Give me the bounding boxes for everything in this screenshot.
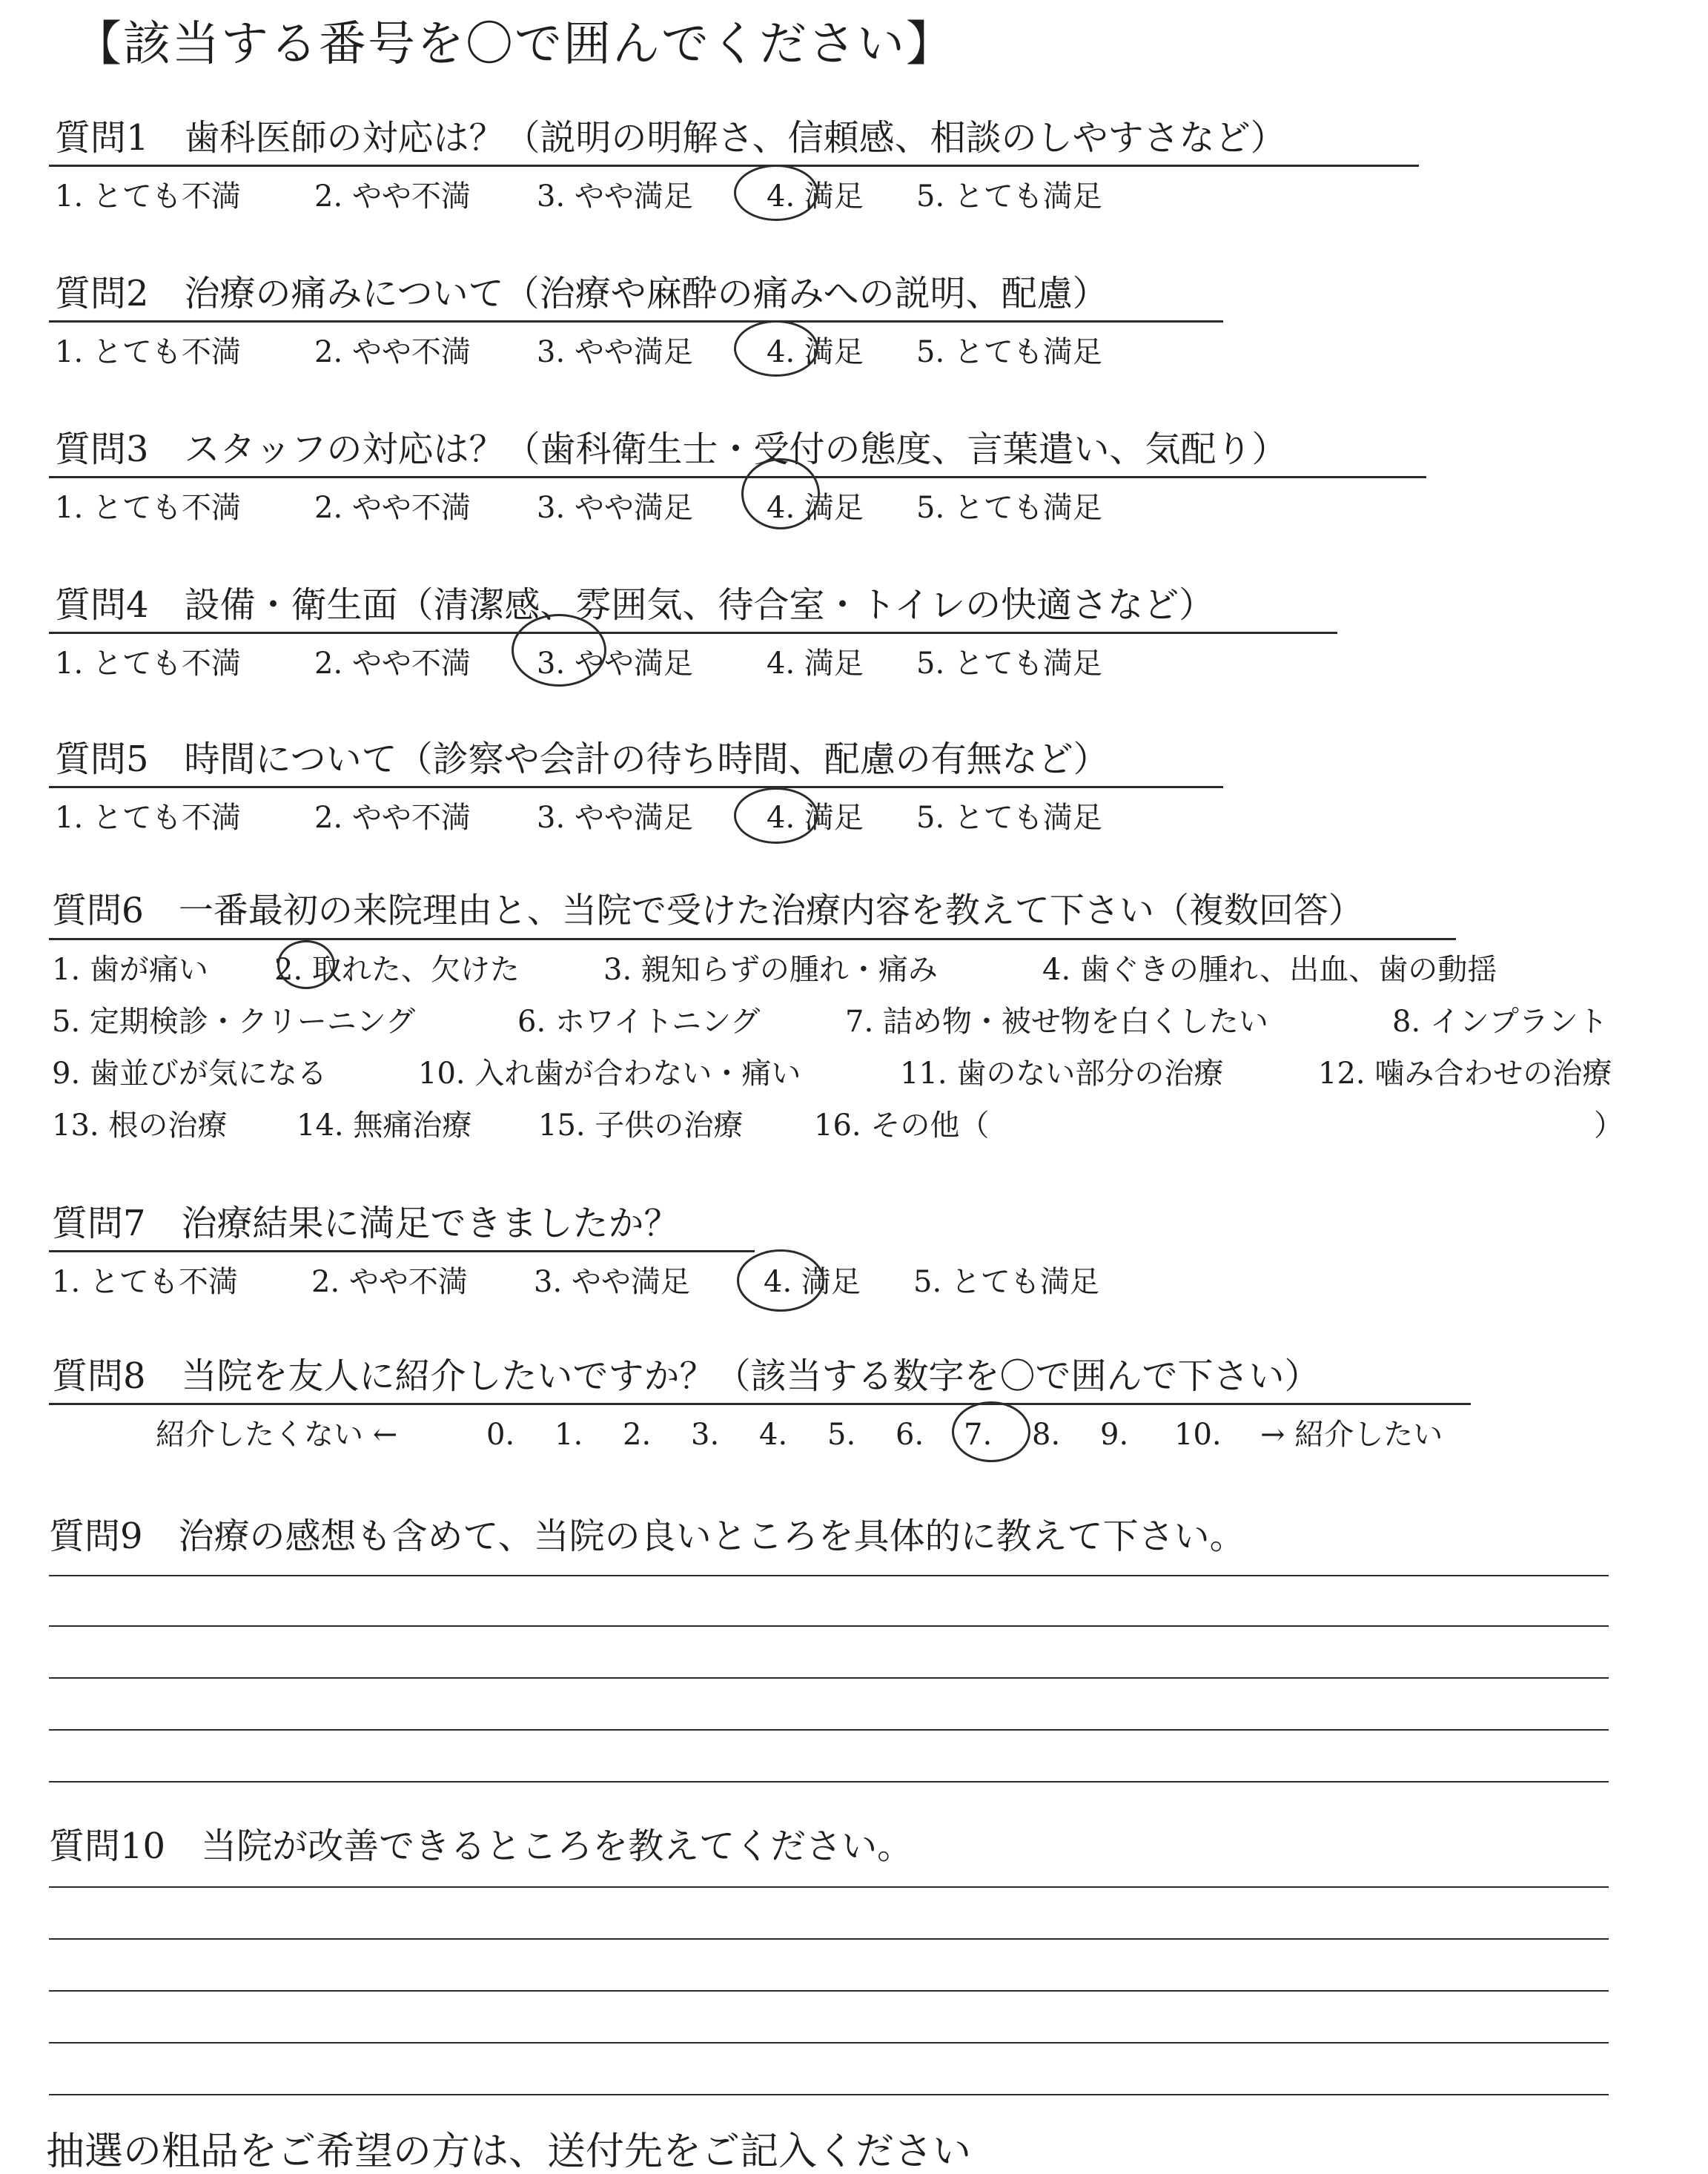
question-4-underline	[49, 632, 1337, 634]
q8-scale-2[interactable]: 2.	[623, 1418, 652, 1452]
q1-selection-circle	[734, 165, 818, 221]
q5-selection-circle	[734, 787, 818, 844]
q6-other-close-paren: ）	[1594, 1109, 1623, 1143]
q10-answer-line	[49, 2094, 1609, 2095]
q4-option-5[interactable]: 5. とても満足	[916, 647, 1102, 681]
question-9-label: 質問9 治療の感想も含めて、当院の良いところを具体的に教えて下さい。	[49, 1516, 1245, 1557]
q8-scale-left-label: 紹介したくない ←	[156, 1418, 398, 1452]
q4-option-4[interactable]: 4. 満足	[767, 647, 864, 681]
q8-scale-right-label: → 紹介したい	[1260, 1418, 1443, 1452]
q3-option-2[interactable]: 2. やや不満	[314, 491, 471, 525]
q4-selection-circle	[512, 614, 606, 687]
q8-scale-3[interactable]: 3.	[691, 1418, 720, 1452]
question-10-label: 質問10 当院が改善できるところを教えてください。	[49, 1826, 913, 1867]
q5-option-5[interactable]: 5. とても満足	[916, 801, 1102, 835]
question-8-label: 質問8 当院を友人に紹介したいですか？（該当する数字を〇で囲んで下さい）	[52, 1355, 1320, 1397]
q4-option-1[interactable]: 1. とても不満	[55, 647, 241, 681]
q6-selection-circle	[277, 940, 335, 989]
q10-answer-line	[49, 1990, 1609, 1992]
q3-option-3[interactable]: 3. やや満足	[537, 491, 693, 525]
q6-option-16[interactable]: 16. その他（	[814, 1109, 990, 1143]
q7-option-5[interactable]: 5. とても満足	[913, 1265, 1099, 1299]
q9-answer-line	[49, 1729, 1609, 1731]
q8-scale-10[interactable]: 10.	[1174, 1418, 1222, 1452]
q9-answer-line	[49, 1781, 1609, 1783]
q2-selection-circle	[734, 320, 818, 377]
question-6-label: 質問6 一番最初の来院理由と、当院で受けた治療内容を教えて下さい（複数回答）	[52, 891, 1363, 931]
q2-option-2[interactable]: 2. やや不満	[314, 335, 471, 369]
q2-option-5[interactable]: 5. とても満足	[916, 335, 1102, 369]
q7-option-4[interactable]: 4. 満足	[764, 1265, 861, 1299]
q2-option-3[interactable]: 3. やや満足	[537, 335, 693, 369]
q5-option-3[interactable]: 3. やや満足	[537, 801, 693, 835]
q1-option-1[interactable]: 1. とても不満	[55, 179, 241, 214]
question-2-underline	[49, 320, 1223, 323]
q6-option-15[interactable]: 15. 子供の治療	[538, 1109, 744, 1143]
q6-option-12[interactable]: 12. 噛み合わせの治療	[1318, 1057, 1612, 1091]
q6-option-13[interactable]: 13. 根の治療	[52, 1109, 228, 1143]
q9-answer-line	[49, 1625, 1609, 1627]
question-3-underline	[49, 476, 1426, 478]
question-3-label: 質問3 スタッフの対応は？（歯科衛生士・受付の態度、言葉遣い、気配り）	[55, 429, 1288, 470]
q1-option-5[interactable]: 5. とても満足	[916, 179, 1102, 214]
question-2-label: 質問2 治療の痛みについて（治療や麻酔の痛みへの説明、配慮）	[55, 273, 1108, 314]
q7-selection-circle	[737, 1249, 824, 1312]
q3-option-1[interactable]: 1. とても不満	[55, 491, 241, 525]
footer-prize-note: 抽選の粗品をご希望の方は、送付先をご記入ください	[46, 2130, 972, 2174]
q8-scale-8[interactable]: 8.	[1032, 1418, 1061, 1452]
q2-option-4[interactable]: 4. 満足	[767, 335, 864, 369]
q3-option-5[interactable]: 5. とても満足	[916, 491, 1102, 525]
q6-option-9[interactable]: 9. 歯並びが気になる	[52, 1057, 327, 1091]
q3-selection-circle	[741, 458, 820, 529]
question-4-label: 質問4 設備・衛生面（清潔感、雰囲気、待合室・トイレの快適さなど）	[55, 584, 1215, 626]
q8-scale-9[interactable]: 9.	[1100, 1418, 1129, 1452]
q8-scale-1[interactable]: 1.	[555, 1418, 583, 1452]
q6-option-2[interactable]: 2. 取れた、欠けた	[274, 953, 520, 987]
q1-option-4[interactable]: 4. 満足	[767, 179, 864, 214]
q4-option-3[interactable]: 3. やや満足	[537, 647, 693, 681]
q5-option-4[interactable]: 4. 満足	[767, 801, 864, 835]
q3-option-4[interactable]: 4. 満足	[767, 491, 864, 525]
q5-option-2[interactable]: 2. やや不満	[314, 801, 471, 835]
q6-option-1[interactable]: 1. 歯が痛い	[52, 953, 208, 987]
q6-option-7[interactable]: 7. 詰め物・被せ物を白くしたい	[845, 1005, 1268, 1039]
q6-option-3[interactable]: 3. 親知らずの腫れ・痛み	[603, 953, 938, 987]
q8-scale-7[interactable]: 7.	[964, 1418, 993, 1452]
q6-option-8[interactable]: 8. インプラント	[1392, 1005, 1608, 1039]
question-5-label: 質問5 時間について（診察や会計の待ち時間、配慮の有無など）	[55, 739, 1109, 780]
page-title: 【該当する番号を〇で囲んでください】	[74, 17, 955, 72]
q8-scale-6[interactable]: 6.	[896, 1418, 924, 1452]
q9-answer-line	[49, 1575, 1609, 1576]
q9-answer-line	[49, 1677, 1609, 1679]
q1-option-2[interactable]: 2. やや不満	[314, 179, 471, 214]
question-1-label: 質問1 歯科医師の対応は？（説明の明解さ、信頼感、相談のしやすさなど）	[55, 117, 1286, 159]
q7-option-2[interactable]: 2. やや不満	[311, 1265, 468, 1299]
q7-option-3[interactable]: 3. やや満足	[534, 1265, 690, 1299]
q7-option-1[interactable]: 1. とても不満	[52, 1265, 238, 1299]
q1-option-3[interactable]: 3. やや満足	[537, 179, 693, 214]
q10-answer-line	[49, 2042, 1609, 2044]
q6-option-6[interactable]: 6. ホワイトニング	[517, 1005, 761, 1039]
q10-answer-line	[49, 1886, 1609, 1888]
q8-scale-5[interactable]: 5.	[827, 1418, 856, 1452]
q8-scale-4[interactable]: 4.	[759, 1418, 788, 1452]
question-7-underline	[49, 1250, 755, 1252]
q4-option-2[interactable]: 2. やや不満	[314, 647, 471, 681]
q8-selection-circle	[952, 1401, 1030, 1462]
question-5-underline	[49, 786, 1223, 788]
q6-option-10[interactable]: 10. 入れ歯が合わない・痛い	[418, 1057, 801, 1091]
q6-option-11[interactable]: 11. 歯のない部分の治療	[900, 1057, 1224, 1091]
q5-option-1[interactable]: 1. とても不満	[55, 801, 241, 835]
question-6-underline	[49, 938, 1456, 940]
q6-option-4[interactable]: 4. 歯ぐきの腫れ、出血、歯の動揺	[1042, 953, 1497, 987]
q6-option-14[interactable]: 14. 無痛治療	[297, 1109, 472, 1143]
question-1-underline	[49, 165, 1419, 167]
q2-option-1[interactable]: 1. とても不満	[55, 335, 241, 369]
question-8-underline	[49, 1403, 1471, 1405]
question-7-label: 質問7 治療結果に満足できましたか？	[52, 1203, 680, 1244]
q8-scale-0[interactable]: 0.	[486, 1418, 515, 1452]
q6-option-5[interactable]: 5. 定期検診・クリーニング	[52, 1005, 416, 1039]
q10-answer-line	[49, 1938, 1609, 1940]
